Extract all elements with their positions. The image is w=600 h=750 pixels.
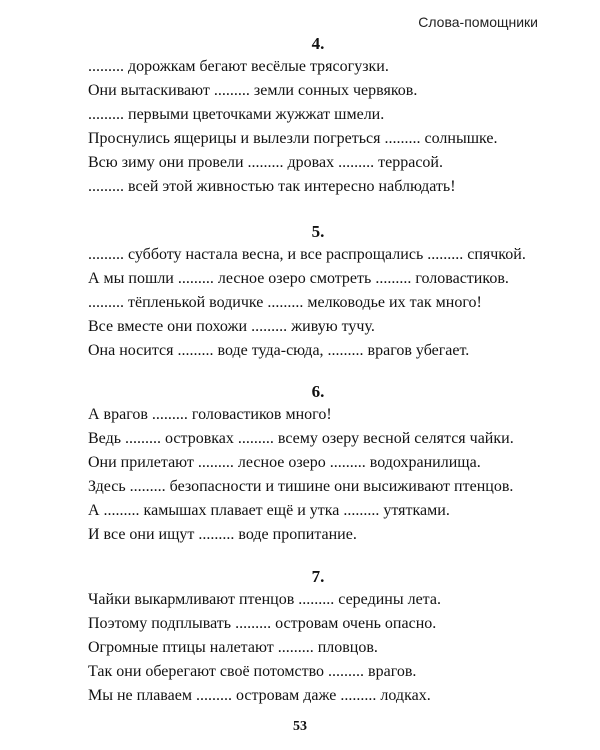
sentence-line: Все вместе они похожи ......... живую тучу. (88, 318, 375, 335)
sentence-line: Ведь ......... островках ......... всему озеру весной селятся чайки. (88, 430, 514, 447)
sentence-line: А врагов ......... головастиков много! (88, 406, 332, 423)
sentence-line: ......... первыми цветочками жужжат шмели. (88, 106, 385, 123)
sentence-line: А ......... камышах плавает ещё и утка ......... утятками. (88, 502, 450, 519)
sentence-line: Проснулись ящерицы и вылезли погреться ......... солнышке. (88, 130, 498, 147)
sentence-line: Они вытаскивают ......... земли сонных червяков. (88, 82, 418, 99)
exercise-number: 4. (311, 34, 325, 53)
sentence-line: ......... субботу настала весна, и все распрощались ......... спячкой. (88, 246, 526, 263)
sentence-line: Они прилетают ......... лесное озеро ......... водохранилища. (88, 454, 481, 471)
sentence-line: А мы пошли ......... лесное озеро смотреть ......... головастиков. (88, 270, 509, 287)
exercise-6 (88, 381, 548, 547)
exercise-number: 5. (311, 222, 325, 241)
sentence-line: Здесь ......... безопасности и тишине они высиживают птенцов. (88, 478, 514, 495)
page-number: 53 (293, 719, 307, 734)
exercise-5 (88, 221, 548, 363)
sentence-line: Чайки выкармливают птенцов ......... середины лета. (88, 591, 441, 608)
sentence-line: Так они оберегают своё потомство ......... врагов. (88, 663, 417, 680)
sentence-line: ......... дорожкам бегают весёлые трясогузки. (88, 58, 389, 75)
running-header: Слова-помощники (418, 14, 538, 30)
sentence-line: ......... всей этой живностью так интересно наблюдать! (88, 178, 456, 195)
sentence-line: Всю зиму они провели ......... дровах ......... террасой. (88, 154, 443, 171)
sentence-line: Она носится ......... воде туда-сюда, ......... врагов убегает. (88, 342, 470, 359)
sentence-line: И все они ищут ......... воде пропитание. (88, 526, 357, 543)
exercise-4 (88, 33, 548, 199)
sentence-line: ......... тёпленькой водичке ......... мелководье их так много! (88, 294, 482, 311)
exercise-7 (88, 566, 548, 708)
exercise-number: 6. (311, 382, 325, 401)
sentence-line: Мы не плаваем ......... островам даже ......... лодках. (88, 687, 431, 704)
sentence-line: Огромные птицы налетают ......... пловцов. (88, 639, 378, 656)
exercise-number: 7. (311, 567, 325, 586)
sentence-line: Поэтому подплывать ......... островам очень опасно. (88, 615, 437, 632)
